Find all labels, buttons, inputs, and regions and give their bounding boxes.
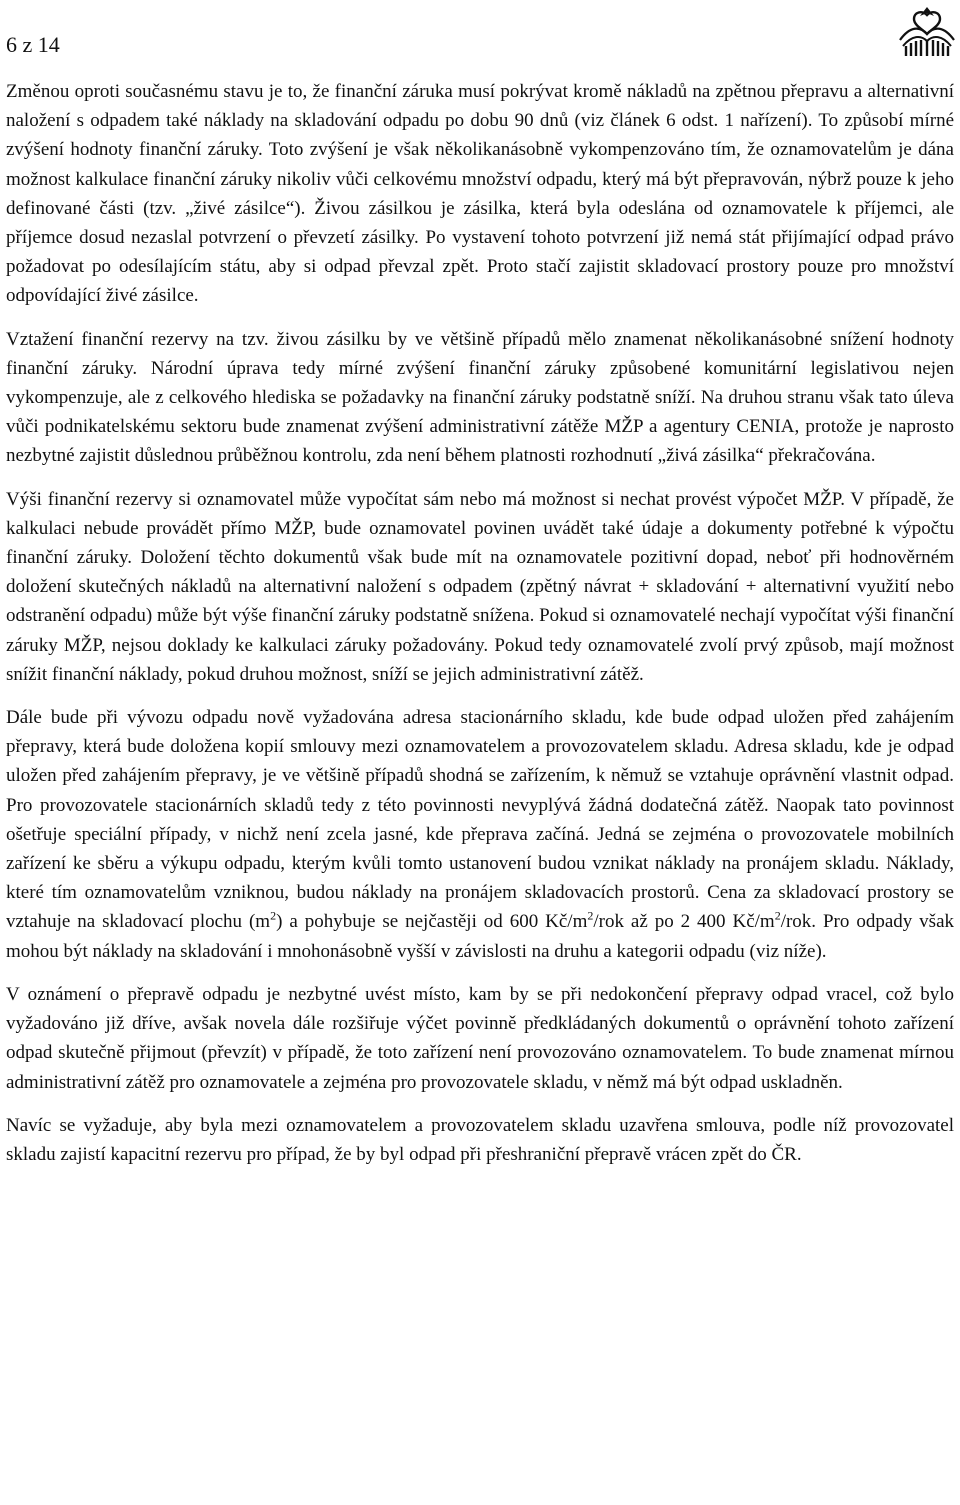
paragraph-5: V oznámení o přepravě odpadu je nezbytné uvést místo, kam by se při nedokončení přepravy odpad vracel, což bylo vyžadováno již dříve, avšak novela dále rozšiřuje výčet povinně předkládaných dokumentů o oprávnění tohoto zařízení odpad skutečně přijmout (převzít) v případě, že toto zařízení není provozováno oznamovatelem. To bude znamenat mírnou administrativní zátěž pro oznamovatele a zejména pro provozovatele skladu, v němž má být odpad uskladněn.	[6, 983, 954, 1093]
ministry-emblem-icon	[896, 2, 958, 58]
document-body	[6, 77, 954, 1183]
superscript-squared: 2	[587, 909, 594, 924]
paragraph-4-text-a: Dále bude při vývozu odpadu nově vyžadována adresa stacionárního skladu, kde bude odpad uložen před zahájením přepravy, která bude doložena kopií smlouvy mezi oznamovatelem a provozovatelem skladu. Adresa skladu, kde je odpad uložen před zahájením přepravy, je ve většině případů shodná se zařízením, k němuž se vztahuje oprávnění vlastnit odpad. Pro provozovatele stacionárních skladů tedy z této povinnosti nevyplývá žádná dodatečná zátěž. Naopak tato povinnost ošetřuje speciální případy, v nichž není zcela jasné, kde přeprava začíná. Jedná se zejména o provozovatele mobilních zařízení ke sběru a výkupu odpadu, kterým kvůli tomto ustanovení budou vznikat náklady na pronájem skladu. Náklady, které tím oznamovatelům vzniknou, budou náklady na pronájem skladovacích prostorů. Cena za skladovací prostory se vztahuje na skladovací plochu (m	[6, 707, 954, 933]
page-header	[0, 0, 960, 64]
paragraph-4	[6, 703, 954, 966]
superscript-squared: 2	[774, 909, 781, 924]
page-number: 6 z 14	[6, 32, 60, 57]
paragraph-4-text-b: ) a pohybuje se nejčastěji od 600 Kč/m	[276, 911, 588, 933]
paragraph-4-text-c: /rok až po 2 400 Kč/m	[593, 911, 775, 933]
paragraph-2: Vztažení finanční rezervy na tzv. živou zásilku by ve většině případů mělo znamenat několikanásobné snížení hodnoty finanční záruky. Národní úprava tedy mírné zvýšení finanční záruky způsobené komunitární legislativou nejen vykompenzuje, ale z celkového hlediska se požadavky na finanční záruky podstatně sníží. Na druhou stranu však tato úleva vůči podnikatelskému sektoru bude znamenat zvýšení administrativní zátěže MŽP a agentury CENIA, protože je naprosto nezbytné zajistit důslednou průběžnou kontrolu, zda není během platnosti rozhodnutí „živá zásilka“ překračována.	[6, 328, 954, 467]
paragraph-6: Navíc se vyžaduje, aby byla mezi oznamovatelem a provozovatelem skladu uzavřena smlouva, podle níž provozovatel skladu zajistí kapacitní rezervu pro případ, že by byl odpad při přeshraniční přepravě vrácen zpět do ČR.	[6, 1114, 954, 1165]
superscript-squared: 2	[270, 909, 277, 924]
paragraph-4-text-d: /rok. Pro odpady však mohou být náklady na skladování i mnohonásobně vyšší v závislosti na druhu a kategorii odpadu (viz níže).	[6, 911, 955, 962]
paragraph-3: Výši finanční rezervy si oznamovatel může vypočítat sám nebo má možnost si nechat provést výpočet MŽP. V případě, že kalkulaci nebude provádět přímo MŽP, bude oznamovatel povinen uvádět také údaje a dokumenty potřebné k výpočtu finanční záruky. Doložení těchto dokumentů však bude mít na oznamovatele pozitivní dopad, neboť při hodnověrném doložení skutečných nákladů na alternativní naložení s odpadem (zpětný návrat + skladování + alternativní využití nebo odstranění odpadu) může být výše finanční záruky podstatně snížena. Pokud si oznamovatelé nechají vypočítat výši finanční záruky MŽP, nejsou doklady ke kalkulaci záruky požadovány. Pokud tedy oznamovatelé zvolí prvý způsob, mají možnost snížit finanční náklady, pokud druhou možnost, sníží se jejich administrativní zátěž.	[6, 488, 954, 685]
paragraph-1: Změnou oproti současnému stavu je to, že finanční záruka musí pokrývat kromě nákladů na zpětnou přepravu a alternativní naložení s odpadem také náklady na skladování odpadu po dobu 90 dnů (viz článek 6 odst. 1 nařízení). To způsobí mírné zvýšení hodnoty finanční záruky. Toto zvýšení je však několikanásobně vykompenzováno tím, že oznamovatelům je dána možnost kalkulace finanční záruky nikoliv vůči celkovému množství odpadu, který má být přepravován, nýbrž pouze k jeho definované části (tzv. „živé zásilce“). Živou zásilkou je zásilka, která byla odeslána od oznamovatele k příjemci, ale příjemce dosud nezaslal potvrzení o převzetí zásilky. Po vystavení tohoto potvrzení již nemá stát přijímající odpad právo požadovat po odesílajícím státu, aby si odpad převzal zpět. Proto stačí zajistit skladovací prostory pouze pro množství odpovídající živé zásilce.	[6, 81, 954, 307]
